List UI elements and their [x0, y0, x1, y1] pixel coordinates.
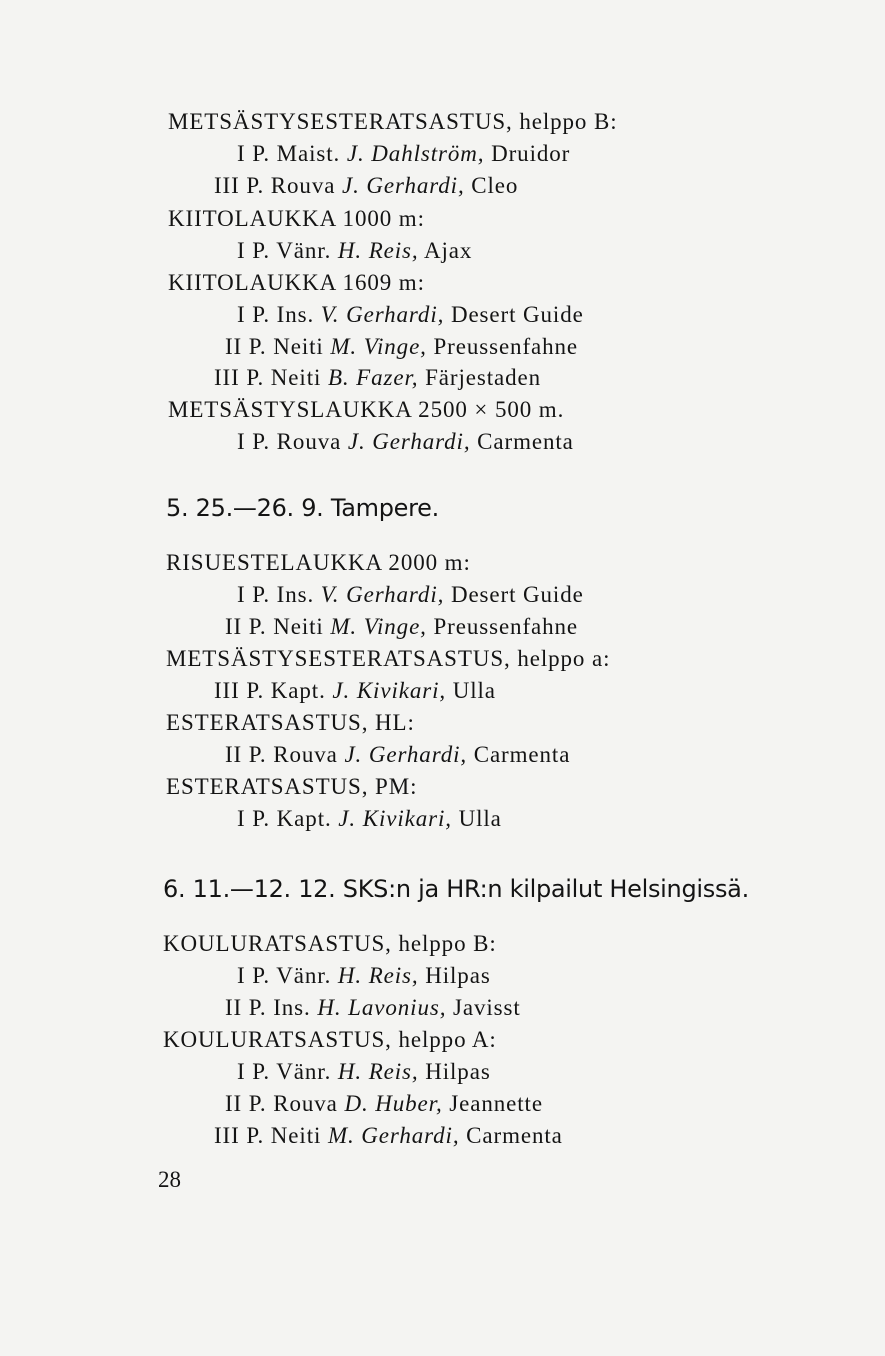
result-line: I P. Vänr. H. Reis, Hilpas	[237, 1059, 491, 1084]
event-title: METSÄSTYSLAUKKA 2500 × 500 m.	[168, 397, 565, 422]
result-line: III P. Rouva J. Gerhardi, Cleo	[214, 173, 519, 198]
result-line: II P. Rouva J. Gerhardi, Carmenta	[225, 742, 571, 767]
result-line: II P. Neiti M. Vinge, Preussenfahne	[225, 614, 579, 639]
result-line: III P. Kapt. J. Kivikari, Ulla	[214, 678, 496, 703]
event-title: METSÄSTYSESTERATSASTUS, helppo B:	[168, 109, 618, 134]
result-line: I P. Rouva J. Gerhardi, Carmenta	[237, 429, 574, 454]
result-line: II P. Ins. H. Lavonius, Javisst	[225, 995, 521, 1020]
section-heading: 5. 25.—26. 9. Tampere.	[166, 494, 439, 522]
event-title: METSÄSTYSESTERATSASTUS, helppo a:	[166, 646, 611, 671]
result-line: II P. Rouva D. Huber, Jeannette	[225, 1091, 543, 1116]
event-title: RISUESTELAUKKA 2000 m:	[166, 550, 471, 575]
result-line: I P. Maist. J. Dahlström, Druidor	[237, 141, 571, 166]
event-title: KIITOLAUKKA 1000 m:	[168, 206, 425, 231]
result-line: III P. Neiti M. Gerhardi, Carmenta	[214, 1123, 563, 1148]
result-line: I P. Vänr. H. Reis, Ajax	[237, 238, 473, 263]
event-title: KOULURATSASTUS, helppo B:	[163, 931, 497, 956]
page-number: 28	[158, 1167, 181, 1192]
event-title: ESTERATSASTUS, HL:	[166, 710, 415, 735]
event-title: KIITOLAUKKA 1609 m:	[168, 270, 425, 295]
result-line: I P. Vänr. H. Reis, Hilpas	[237, 963, 491, 988]
section-heading: 6. 11.—12. 12. SKS:n ja HR:n kilpailut Helsingissä.	[163, 875, 749, 903]
result-line: I P. Ins. V. Gerhardi, Desert Guide	[237, 582, 584, 607]
result-line: I P. Kapt. J. Kivikari, Ulla	[237, 806, 502, 831]
result-line: III P. Neiti B. Fazer, Färjestaden	[214, 365, 542, 390]
event-title: KOULURATSASTUS, helppo A:	[163, 1027, 497, 1052]
result-line: I P. Ins. V. Gerhardi, Desert Guide	[237, 302, 584, 327]
event-title: ESTERATSASTUS, PM:	[166, 774, 418, 799]
result-line: II P. Neiti M. Vinge, Preussenfahne	[225, 334, 579, 359]
